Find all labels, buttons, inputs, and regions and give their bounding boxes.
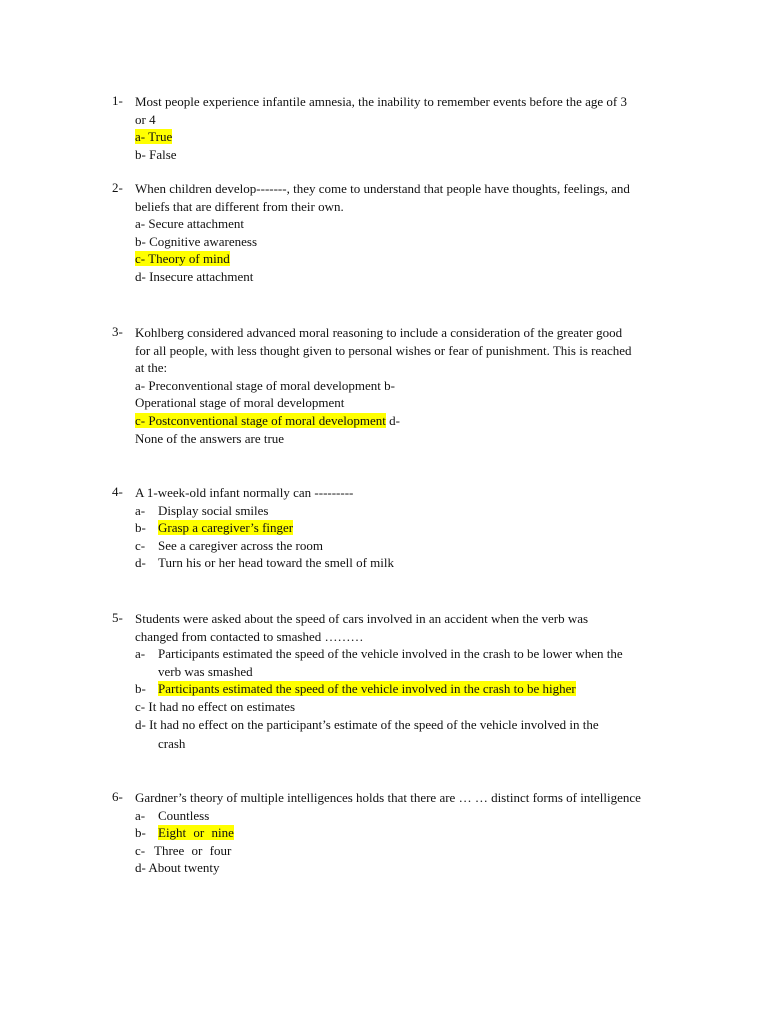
question-3 (112, 324, 682, 447)
correct-answer-highlight (135, 129, 172, 144)
option-text: verb was smashed (158, 663, 253, 679)
option-text: False (149, 146, 177, 162)
option-text: Display social smiles (158, 502, 269, 518)
question-4 (112, 484, 682, 572)
answer-option-b (135, 824, 682, 842)
option-text: Cognitive awareness (149, 233, 258, 249)
option-label: c- (135, 251, 149, 267)
question-stem (135, 180, 682, 215)
option-text: Countless (158, 807, 210, 823)
option-text: About twenty (148, 860, 220, 876)
option-label: a- (135, 129, 149, 145)
option-label: b- (135, 520, 146, 536)
stem-line: When children develop-------, they come to understand that people have thoughts, feelings, and (135, 181, 630, 196)
answer-option-d (135, 716, 682, 734)
option-text: See a caregiver across the room (158, 537, 323, 553)
answer-options-line (135, 377, 682, 395)
option-text: d- (385, 412, 400, 428)
correct-answer-highlight: Participants estimated the speed of the vehicle involved in the crash to be higher (158, 681, 576, 697)
option-label: a- (135, 502, 146, 518)
option-label: c- (135, 537, 146, 553)
option-text: Secure attachment (148, 216, 245, 232)
option-label: a- (135, 216, 149, 232)
option-label: b- (135, 681, 146, 697)
answer-option-a (135, 807, 682, 825)
answer-option-b (135, 233, 682, 251)
answer-option-a (135, 645, 682, 663)
answer-options-line (135, 394, 682, 412)
question-number: 3- (112, 324, 123, 339)
stem-line: Students were asked about the speed of cars involved in an accident when the verb was (135, 611, 589, 626)
option-label: d- (135, 860, 149, 876)
stem-line: changed from contacted to smashed ……… (135, 628, 364, 644)
answer-option-d (135, 859, 682, 877)
question-stem (135, 324, 682, 377)
question-1 (112, 93, 682, 163)
stem-line: Gardner’s theory of multiple intelligences holds that there are … … distinct forms of intelligence (135, 790, 641, 805)
option-label: b- (135, 146, 150, 162)
answer-option-d (135, 554, 682, 572)
stem-line: for all people, with less thought given to personal wishes or fear of punishment. This is reached (135, 342, 632, 358)
correct-answer-highlight (135, 251, 230, 266)
option-label: b- (135, 233, 150, 249)
stem-line: at the: (135, 360, 168, 376)
question-number: 4- (112, 484, 123, 499)
question-stem (135, 789, 682, 807)
option-text: Operational stage of moral development (135, 395, 345, 411)
stem-line: beliefs that are different from their own. (135, 198, 344, 214)
question-stem (135, 484, 682, 502)
option-text: Theory of mind (148, 251, 230, 267)
stem-line: Most people experience infantile amnesia, the inability to remember events before the age of 3 (135, 94, 628, 109)
option-label: d- (135, 555, 146, 571)
question-stem (135, 93, 682, 128)
answer-option-b (135, 519, 682, 537)
option-label: d- (135, 268, 150, 284)
answer-option-c (135, 250, 682, 268)
answer-option-b (135, 146, 682, 164)
answer-option-a (135, 502, 682, 520)
stem-line: or 4 (135, 111, 156, 127)
option-text: It had no effect on estimates (148, 698, 296, 714)
option-continuation (135, 735, 682, 753)
correct-answer-highlight: Grasp a caregiver’s finger (158, 520, 294, 536)
answer-option-d (135, 268, 682, 286)
stem-line: A 1-week-old infant normally can --------- (135, 485, 354, 500)
option-text: a- Preconventional stage of moral development b- (135, 377, 395, 393)
option-text: crash (158, 736, 186, 752)
answer-options-line (135, 412, 682, 430)
answer-option-c (135, 698, 682, 716)
option-text: Participants estimated the speed of the vehicle involved in the crash to be lower when the (158, 646, 623, 662)
question-number: 1- (112, 93, 123, 108)
answer-option-a (135, 215, 682, 233)
option-text: Three or four (154, 842, 232, 858)
question-2 (112, 180, 682, 286)
option-continuation (135, 663, 682, 681)
option-text: Insecure attachment (149, 268, 254, 284)
answer-option-a (135, 128, 682, 146)
question-5 (112, 610, 682, 753)
correct-answer-highlight: c- Postconventional stage of moral development (135, 412, 386, 428)
question-number: 5- (112, 610, 123, 625)
option-text: None of the answers are true (135, 430, 285, 446)
correct-answer-highlight: Eight or nine (158, 825, 234, 841)
option-text: True (148, 129, 173, 145)
option-label: a- (135, 646, 146, 662)
option-label: d- (135, 716, 150, 732)
option-label: b- (135, 825, 146, 841)
question-stem (135, 610, 682, 645)
answer-option-c (135, 842, 682, 860)
option-label: a- (135, 807, 146, 823)
question-number: 2- (112, 180, 123, 195)
question-6 (112, 789, 682, 877)
option-text: Turn his or her head toward the smell of milk (158, 555, 395, 571)
option-label: c- (135, 842, 146, 858)
question-number: 6- (112, 789, 123, 804)
stem-line: Kohlberg considered advanced moral reasoning to include a consideration of the greater good (135, 325, 623, 340)
answer-options-line (135, 430, 682, 448)
answer-option-c (135, 537, 682, 555)
option-label: c- (135, 698, 149, 714)
answer-option-b (135, 680, 682, 698)
option-text: It had no effect on the participant’s estimate of the speed of the vehicle involved in the (149, 716, 599, 732)
